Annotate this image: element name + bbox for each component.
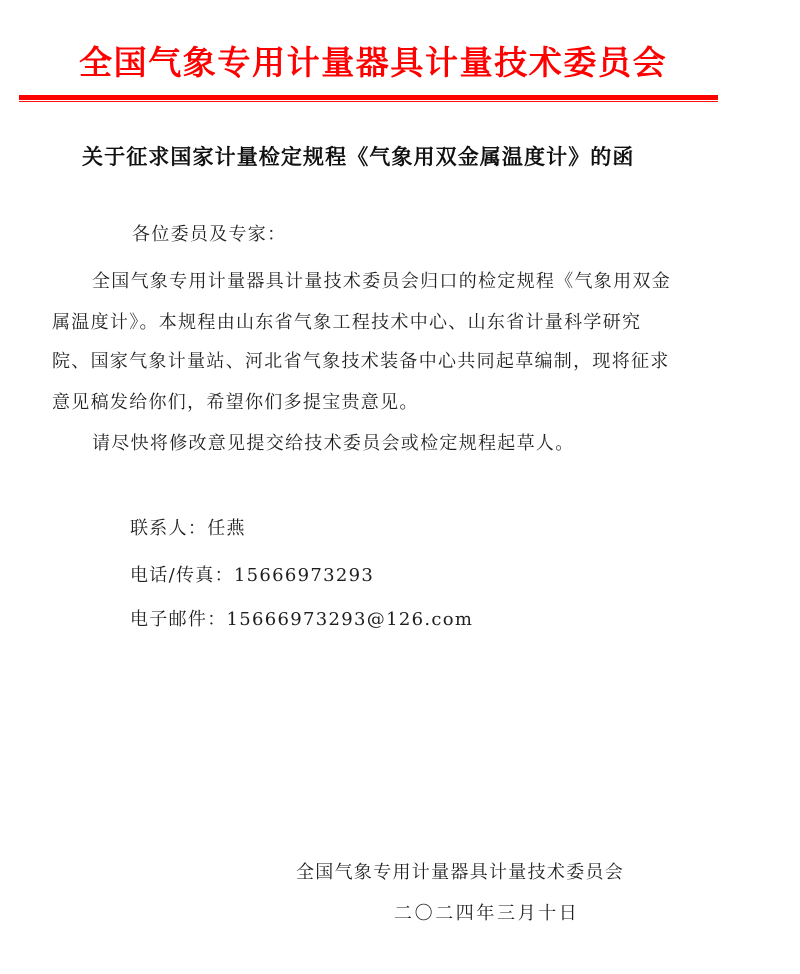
document-subject-title: 关于征求国家计量检定规程《气象用双金属温度计》的函 <box>82 145 635 169</box>
letterhead-red-rule-thick <box>19 95 718 100</box>
body-line: 属温度计》。本规程由山东省气象工程技术中心、山东省计量科学研究 <box>52 312 642 333</box>
body-line: 全国气象专用计量器具计量技术委员会归口的检定规程《气象用双金 <box>92 271 671 292</box>
signature-date: 二〇二四年三月十日 <box>394 903 580 924</box>
letterhead-red-rule-thin <box>19 101 718 102</box>
body-paragraph-2: 请尽快将修改意见提交给技术委员会或检定规程起草人。 <box>92 433 575 454</box>
contact-person: 联系人：任燕 <box>130 518 246 539</box>
letterhead-org-title: 全国气象专用计量器具计量技术委员会 <box>79 43 668 82</box>
signature-org: 全国气象专用计量器具计量技术委员会 <box>296 862 625 883</box>
salutation: 各位委员及专家： <box>132 224 287 245</box>
body-line: 意见稿发给你们，希望你们多提宝贵意见。 <box>52 392 419 413</box>
contact-email: 电子邮件：15666973293@126.com <box>130 609 474 630</box>
contact-phone-fax: 电话/传真：15666973293 <box>130 565 375 586</box>
body-line: 院、国家气象计量站、河北省气象技术装备中心共同起草编制，现将征求 <box>52 351 670 372</box>
